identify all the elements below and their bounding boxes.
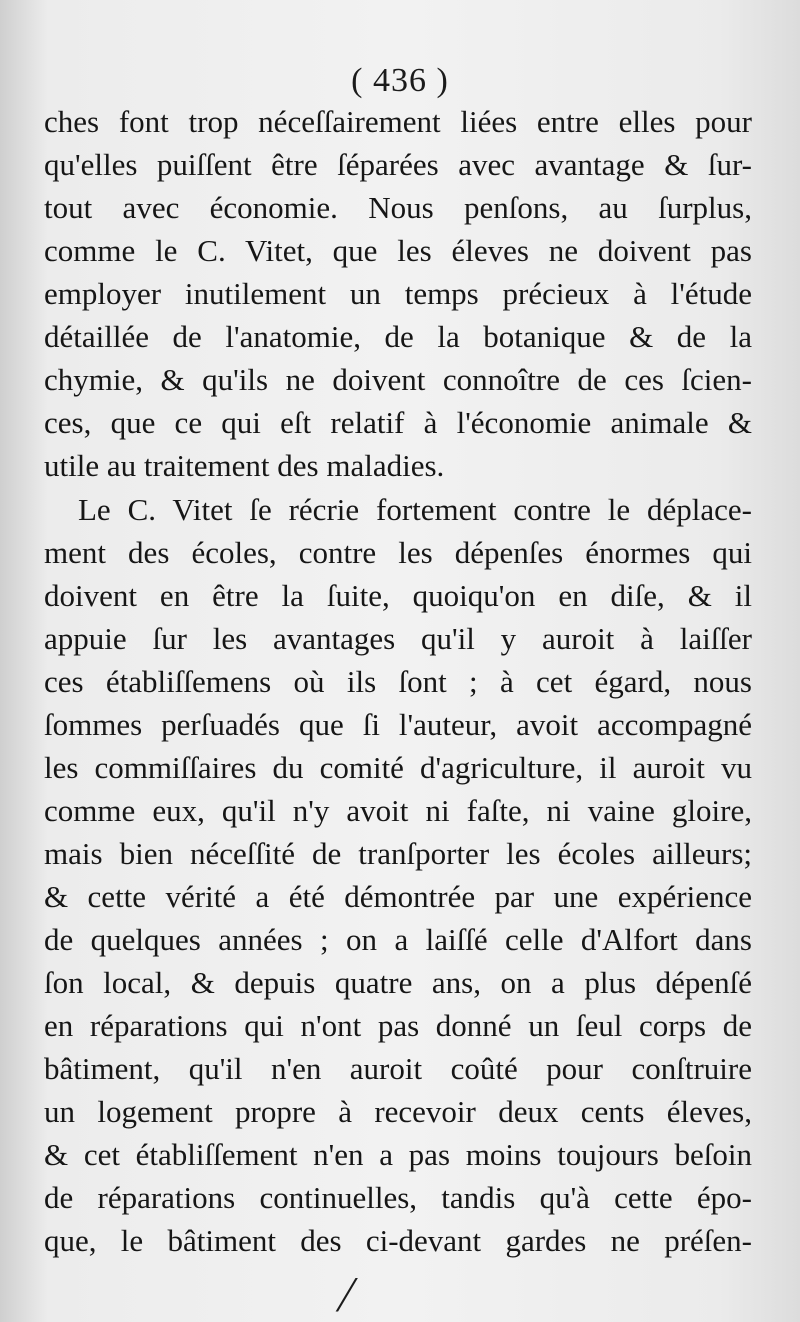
text-line: tout avec économie. Nous penſons, au ſurplus,: [44, 190, 752, 225]
text-line: appuie ſur les avantages qu'il y auroit à laiſſer: [44, 621, 752, 656]
paragraph-1: [44, 100, 752, 487]
paragraph-2: [44, 488, 752, 1262]
text-line: doivent en être la ſuite, quoiqu'on en diſe, & il: [44, 578, 752, 613]
text-line: les commiſſaires du comité d'agriculture, il auroit vu: [44, 750, 752, 785]
text-line: que, le bâtiment des ci-devant gardes ne préſen-: [44, 1223, 752, 1258]
text-line: bâtiment, qu'il n'en auroit coûté pour conſtruire: [44, 1051, 752, 1086]
text-line: un logement propre à recevoir deux cents éleves,: [44, 1094, 752, 1129]
text-line: Le C. Vitet ſe récrie fortement contre le déplace-: [78, 492, 752, 527]
text-line: & cet établiſſement n'en a pas moins toujours beſoin: [44, 1137, 752, 1172]
text-line: ſon local, & depuis quatre ans, on a plus dépenſé: [44, 965, 752, 1000]
text-line: utile au traitement des maladies.: [44, 448, 445, 483]
text-line: ches font trop néceſſairement liées entre elles pour: [44, 104, 752, 139]
text-line: ment des écoles, contre les dépenſes énormes qui: [44, 535, 752, 570]
text-line: ces, que ce qui eſt relatif à l'économie animale &: [44, 405, 752, 440]
text-line: & cette vérité a été démontrée par une expérience: [44, 879, 752, 914]
text-line: ces établiſſemens où ils ſont ; à cet égard, nous: [44, 664, 752, 699]
text-line: ſommes perſuadés que ſi l'auteur, avoit accompagné: [44, 707, 752, 742]
text-line: mais bien néceſſité de tranſporter les écoles ailleurs;: [44, 836, 752, 871]
text-line: comme eux, qu'il n'y avoit ni faſte, ni vaine gloire,: [44, 793, 752, 828]
text-line: détaillée de l'anatomie, de la botanique & de la: [44, 319, 752, 354]
text-line: de quelques années ; on a laiſſé celle d'Alfort dans: [44, 922, 752, 957]
text-line: qu'elles puiſſent être ſéparées avec avantage & ſur-: [44, 147, 752, 182]
text-line: chymie, & qu'ils ne doivent connoître de ces ſcien-: [44, 362, 752, 397]
text-line: de réparations continuelles, tandis qu'à cette épo-: [44, 1180, 752, 1215]
text-line: comme le C. Vitet, que les éleves ne doivent pas: [44, 233, 752, 268]
text-line: en réparations qui n'ont pas donné un ſeul corps de: [44, 1008, 752, 1043]
page-number-header: ( 436 ): [351, 62, 449, 99]
text-line: employer inutilement un temps précieux à l'étude: [44, 276, 752, 311]
footer-mark: /: [333, 1266, 361, 1322]
